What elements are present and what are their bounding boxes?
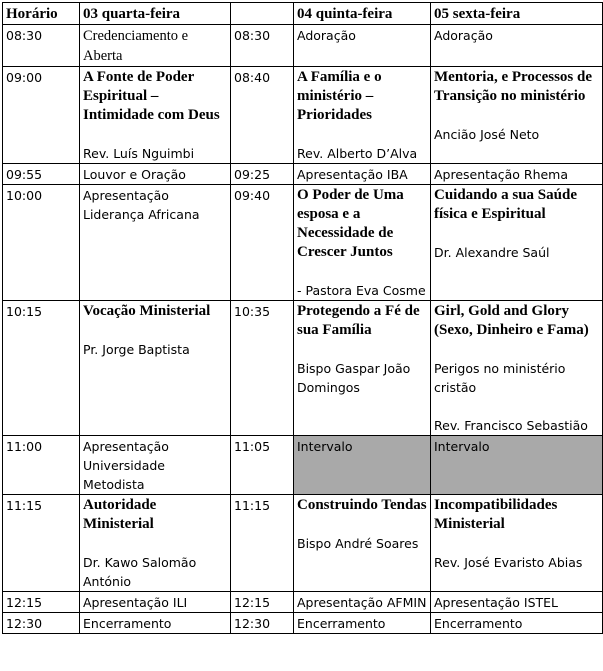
time-cell: 08:30	[231, 25, 294, 67]
session-text: Louvor e Oração	[83, 167, 186, 182]
time-cell: 11:15	[3, 495, 80, 592]
session-text: Apresentação ISTEL	[434, 595, 558, 610]
time-cell: 10:15	[3, 301, 80, 436]
session-title: Construindo Tendas	[297, 497, 427, 513]
session-text: Encerramento	[297, 616, 386, 631]
header-horario: Horário	[3, 3, 80, 25]
session-text: Apresentação ILI	[83, 595, 188, 610]
table-row	[3, 592, 603, 613]
session-cell	[80, 301, 231, 436]
session-cell	[431, 164, 603, 185]
session-cell	[294, 495, 431, 592]
session-cell	[80, 495, 231, 592]
session-speaker: Ancião José Neto	[434, 127, 540, 142]
session-speaker: Rev. Alberto D’Alva	[297, 146, 418, 161]
session-cell	[294, 164, 431, 185]
table-row	[3, 25, 603, 67]
time-cell: 12:15	[231, 592, 294, 613]
time-cell: 12:30	[231, 613, 294, 634]
session-speaker: Dr. Kawo Salomão António	[83, 555, 197, 589]
session-cell	[431, 25, 603, 67]
time-cell: 09:55	[3, 164, 80, 185]
session-cell	[80, 164, 231, 185]
session-cell	[294, 25, 431, 67]
session-text: Apresentação Rhema	[434, 167, 569, 182]
header-row	[3, 3, 603, 25]
time-cell: 11:00	[3, 436, 80, 495]
session-cell	[80, 67, 231, 164]
table-row	[3, 164, 603, 185]
session-title: Protegendo a Fé de sua Família	[297, 303, 420, 338]
session-text: Apresentação IBA	[297, 167, 408, 182]
session-cell	[431, 185, 603, 301]
session-text: Intervalo	[297, 439, 353, 454]
session-cell	[431, 67, 603, 164]
session-title: Girl, Gold and Glory (Sexo, Dinheiro e Fama)	[434, 303, 589, 338]
table-row	[3, 67, 603, 164]
session-text: Credenciamento e Aberta	[83, 28, 189, 64]
session-cell	[431, 613, 603, 634]
time-cell: 12:15	[3, 592, 80, 613]
session-title: A Família e o ministério – Prioridades	[297, 69, 382, 123]
header-day-5: 05 sexta-feira	[431, 3, 603, 25]
break-cell	[431, 436, 603, 495]
time-cell: 12:30	[3, 613, 80, 634]
time-cell: 09:00	[3, 67, 80, 164]
break-cell	[294, 436, 431, 495]
session-text: Intervalo	[434, 439, 490, 454]
time-cell: 09:40	[231, 185, 294, 301]
time-cell: 08:40	[231, 67, 294, 164]
session-text: Apresentação Universidade Metodista	[83, 439, 169, 492]
time-cell: 11:15	[231, 495, 294, 592]
session-title: A Fonte de Poder Espiritual – Intimidade com Deus	[83, 69, 220, 123]
session-title: Mentoria, e Processos de Transição no ministério	[434, 69, 593, 104]
session-cell	[80, 185, 231, 301]
session-speaker: Rev. Luís Nguimbi	[83, 146, 195, 161]
table-row	[3, 613, 603, 634]
session-speaker: Pr. Jorge Baptista	[83, 342, 190, 357]
session-text: Encerramento	[434, 616, 523, 631]
session-speaker: Dr. Alexandre Saúl	[434, 245, 550, 260]
schedule-table	[2, 2, 603, 634]
session-cell	[80, 613, 231, 634]
session-cell	[294, 67, 431, 164]
header-time-blank	[231, 3, 294, 25]
session-text: Apresentação Liderança Africana	[83, 188, 200, 222]
session-cell	[80, 436, 231, 495]
session-note: Perigos no ministério cristão	[434, 361, 566, 395]
session-cell	[80, 25, 231, 67]
session-cell	[294, 185, 431, 301]
session-speaker: Rev. José Evaristo Abias	[434, 555, 583, 570]
header-day-3: 03 quarta-feira	[80, 3, 231, 25]
session-cell	[294, 613, 431, 634]
time-cell: 09:25	[231, 164, 294, 185]
session-text: Adoração	[434, 28, 493, 43]
session-speaker: Rev. Francisco Sebastião	[434, 418, 588, 433]
session-title: O Poder de Uma esposa e a Necessidade de Crescer Juntos	[297, 187, 404, 260]
header-day-4: 04 quinta-feira	[294, 3, 431, 25]
session-speaker: - Pastora Eva Cosme	[297, 283, 426, 298]
session-title: Incompatibilidades Ministerial	[434, 497, 558, 532]
time-cell: 10:00	[3, 185, 80, 301]
table-row	[3, 185, 603, 301]
time-cell: 11:05	[231, 436, 294, 495]
time-cell: 08:30	[3, 25, 80, 67]
session-cell	[294, 592, 431, 613]
time-cell: 10:35	[231, 301, 294, 436]
session-cell	[431, 592, 603, 613]
session-speaker: Bispo Gaspar João Domingos	[297, 361, 411, 395]
session-text: Adoração	[297, 28, 356, 43]
session-cell	[294, 301, 431, 436]
session-cell	[431, 301, 603, 436]
session-title: Cuidando a sua Saúde física e Espiritual	[434, 187, 577, 222]
table-row	[3, 436, 603, 495]
session-title: Autoridade Ministerial	[83, 497, 157, 532]
session-text: Encerramento	[83, 616, 172, 631]
session-title: Vocação Ministerial	[83, 303, 211, 319]
session-speaker: Bispo André Soares	[297, 536, 419, 551]
session-cell	[80, 592, 231, 613]
table-row	[3, 495, 603, 592]
session-cell	[431, 495, 603, 592]
session-text: Apresentação AFMIN	[297, 595, 427, 610]
table-row	[3, 301, 603, 436]
